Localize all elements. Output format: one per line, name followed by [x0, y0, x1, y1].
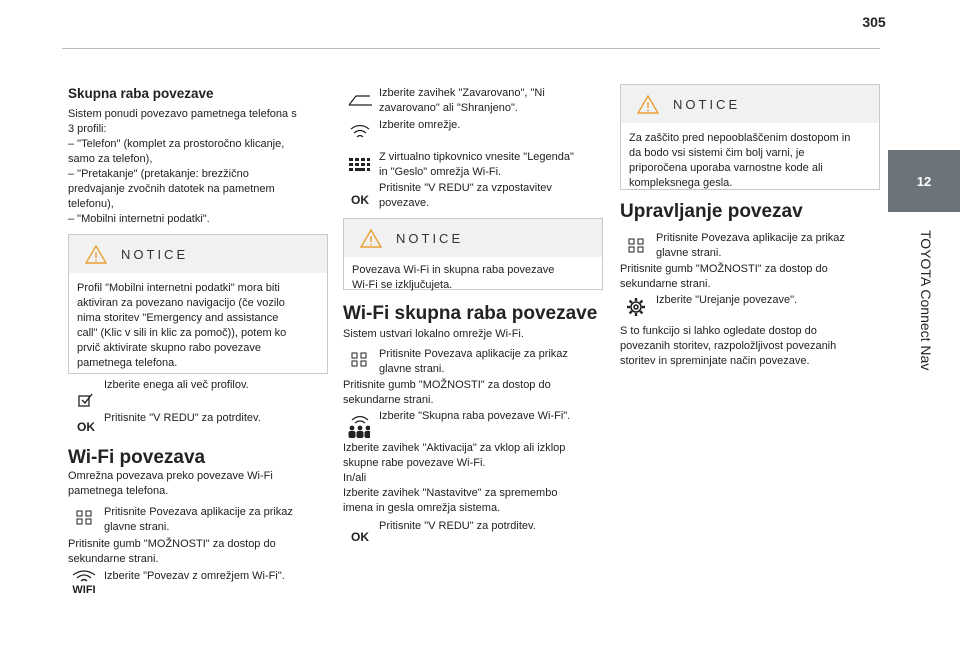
text-line: glavne strani.: [379, 363, 445, 375]
text-line: Za zaščito pred nepooblaščenim dostopom in: [629, 132, 851, 144]
text-line: priporočena uporaba varnostne kode ali: [629, 162, 823, 174]
text-line: Sistem ustvari lokalno omrežje Wi-Fi.: [343, 328, 524, 340]
notice-header: [344, 219, 602, 257]
text-line: Pritisnite Povezava aplikacije za prikaz: [379, 348, 568, 360]
text-line: Pritisnite Povezava aplikacije za prikaz: [656, 232, 845, 244]
text-line: glavne strani.: [104, 521, 170, 533]
text-line: Pritisnite "V REDU" za vzpostavitev: [379, 182, 552, 194]
notice-body: [344, 257, 602, 301]
text-line: sekundarne strani.: [343, 394, 434, 406]
step-profiles: Izberite enega ali več profilov.: [104, 379, 249, 391]
text-line: Povezava Wi-Fi in skupna raba povezave: [352, 264, 555, 276]
hotspot-step3: Izberite "Skupna raba povezave Wi-Fi".: [379, 410, 571, 422]
wifi-step1: [68, 505, 326, 535]
text-line: storitev in spreminjate način povezave.: [620, 355, 810, 367]
text-line: – "Pretakanje" (pretakanje: brezžično: [68, 168, 249, 180]
chapter-title: TOYOTA Connect Nav: [918, 230, 934, 371]
wifi-step2: [68, 537, 326, 567]
text-line: Pritisnite Povezava aplikacije za prikaz: [104, 506, 293, 518]
hotspot-heading: Wi-Fi skupna raba povezave: [343, 303, 598, 324]
manage-step2: [620, 262, 878, 292]
text-line: Sistem ponudi povezavo pametnega telefona s: [68, 108, 297, 120]
manage-step3: Izberite "Urejanje povezave".: [656, 294, 798, 306]
manage-text: [620, 324, 878, 369]
manage-section: [620, 201, 878, 222]
warning-icon: [637, 94, 659, 114]
notice-label: NOTICE: [121, 246, 189, 262]
text-line: da bodo vsi sistemi čim bolj varni, je: [629, 147, 805, 159]
keyboard-step: [343, 150, 601, 180]
shared-heading: Skupna raba povezave: [68, 86, 214, 101]
text-line: Izberite zavihek "Aktivacija" za vklop ali izklop: [343, 442, 566, 454]
page-number: 305: [862, 14, 886, 30]
notice-box: [68, 234, 328, 374]
wifi-icon-label: WIFI: [72, 584, 96, 596]
column-1: [68, 86, 326, 227]
step-confirm: Pritisnite "V REDU" za potrditev.: [104, 412, 261, 424]
manage-step1: [620, 231, 878, 261]
notice-body: [69, 273, 327, 379]
hotspot-step1: [343, 347, 601, 377]
wifi-section: [68, 447, 326, 499]
header-rule: [62, 48, 880, 49]
text-line: pametnega telefona.: [68, 485, 169, 497]
text-line: sekundarne strani.: [620, 278, 711, 290]
text-line: Pritisnite gumb "MOŽNOSTI" za dostop do: [620, 263, 828, 275]
tab-step: [343, 86, 601, 116]
ok-icon[interactable]: OK: [351, 193, 369, 207]
notice-body: [621, 123, 879, 199]
hotspot-text: [343, 441, 601, 516]
hotspot-step2: [343, 378, 601, 408]
text-line: – "Telefon" (komplet za prostoročno klicanje,: [68, 138, 285, 150]
notice-header: [69, 235, 327, 273]
notice-header: [621, 85, 879, 123]
text-line: pametnega telefona.: [77, 357, 178, 369]
text-line: zavarovano" ali "Shranjeno".: [379, 102, 518, 114]
text-line: skupne rabe povezave Wi-Fi.: [343, 457, 486, 469]
hotspot-section: [343, 303, 601, 342]
text-line: povezanih storitev, razpoložljivost povezanih: [620, 340, 837, 352]
text-line: Izberite zavihek "Zavarovano", "Ni: [379, 87, 545, 99]
text-line: Pritisnite gumb "MOŽNOSTI" za dostop do: [68, 538, 276, 550]
warning-icon: [85, 244, 107, 264]
checklist-icon[interactable]: [74, 390, 98, 410]
text-line: S to funkcijo si lahko ogledate dostop do: [620, 325, 817, 337]
network-step: Izberite omrežje.: [379, 119, 461, 131]
text-line: call" (Klic v sili in klic za pomoč)), potem ko: [77, 327, 287, 339]
wifi-step3: Izberite "Povezav z omrežjem Wi-Fi".: [104, 570, 285, 582]
ok-icon[interactable]: OK: [351, 530, 369, 544]
text-line: In/ali: [343, 472, 367, 484]
text-line: prvič aktivirate skupno rabo povezave: [77, 342, 262, 354]
manage-heading: Upravljanje povezav: [620, 201, 803, 222]
wifi-heading: Wi-Fi povezava: [68, 447, 206, 468]
text-line: Izberite zavihek "Nastavitve" za spremembo: [343, 487, 558, 499]
chapter-tab[interactable]: 12: [888, 150, 960, 212]
text-line: povezave.: [379, 197, 430, 209]
hotspot-confirm: Pritisnite "V REDU" za potrditev.: [379, 520, 536, 532]
text-line: Pritisnite gumb "MOŽNOSTI" za dostop do: [343, 379, 551, 391]
text-line: Z virtualno tipkovnico vnesite "Legenda": [379, 151, 574, 163]
text-line: samo za telefon),: [68, 153, 153, 165]
shared-text: [68, 107, 326, 227]
notice-box: [620, 84, 880, 190]
text-line: glavne strani.: [656, 247, 722, 259]
text-line: telefonu),: [68, 198, 114, 210]
notice-label: NOTICE: [396, 230, 464, 246]
text-line: aktiviran za povezano navigacijo (če vozilo: [77, 297, 285, 309]
text-line: Omrežna povezava preko povezave Wi-Fi: [68, 470, 273, 482]
text-line: in "Geslo" omrežja Wi-Fi.: [379, 166, 502, 178]
notice-box: [343, 218, 603, 290]
text-line: Wi-Fi se izključujeta.: [352, 279, 453, 291]
text-line: Profil "Mobilni internetni podatki" mora biti: [77, 282, 280, 294]
ok-step: [343, 181, 601, 211]
text-line: sekundarne strani.: [68, 553, 159, 565]
ok-icon[interactable]: OK: [77, 420, 95, 434]
text-line: kompleksnega gesla.: [629, 177, 733, 189]
text-line: – "Mobilni internetni podatki".: [68, 213, 210, 225]
text-line: nima storitev "Emergency and assistance: [77, 312, 279, 324]
text-line: 3 profili:: [68, 123, 107, 135]
warning-icon: [360, 228, 382, 248]
text-line: imena in gesla omrežja sistema.: [343, 502, 501, 514]
text-line: predvajanje zvočnih datotek na pametnem: [68, 183, 275, 195]
notice-label: NOTICE: [673, 96, 741, 112]
